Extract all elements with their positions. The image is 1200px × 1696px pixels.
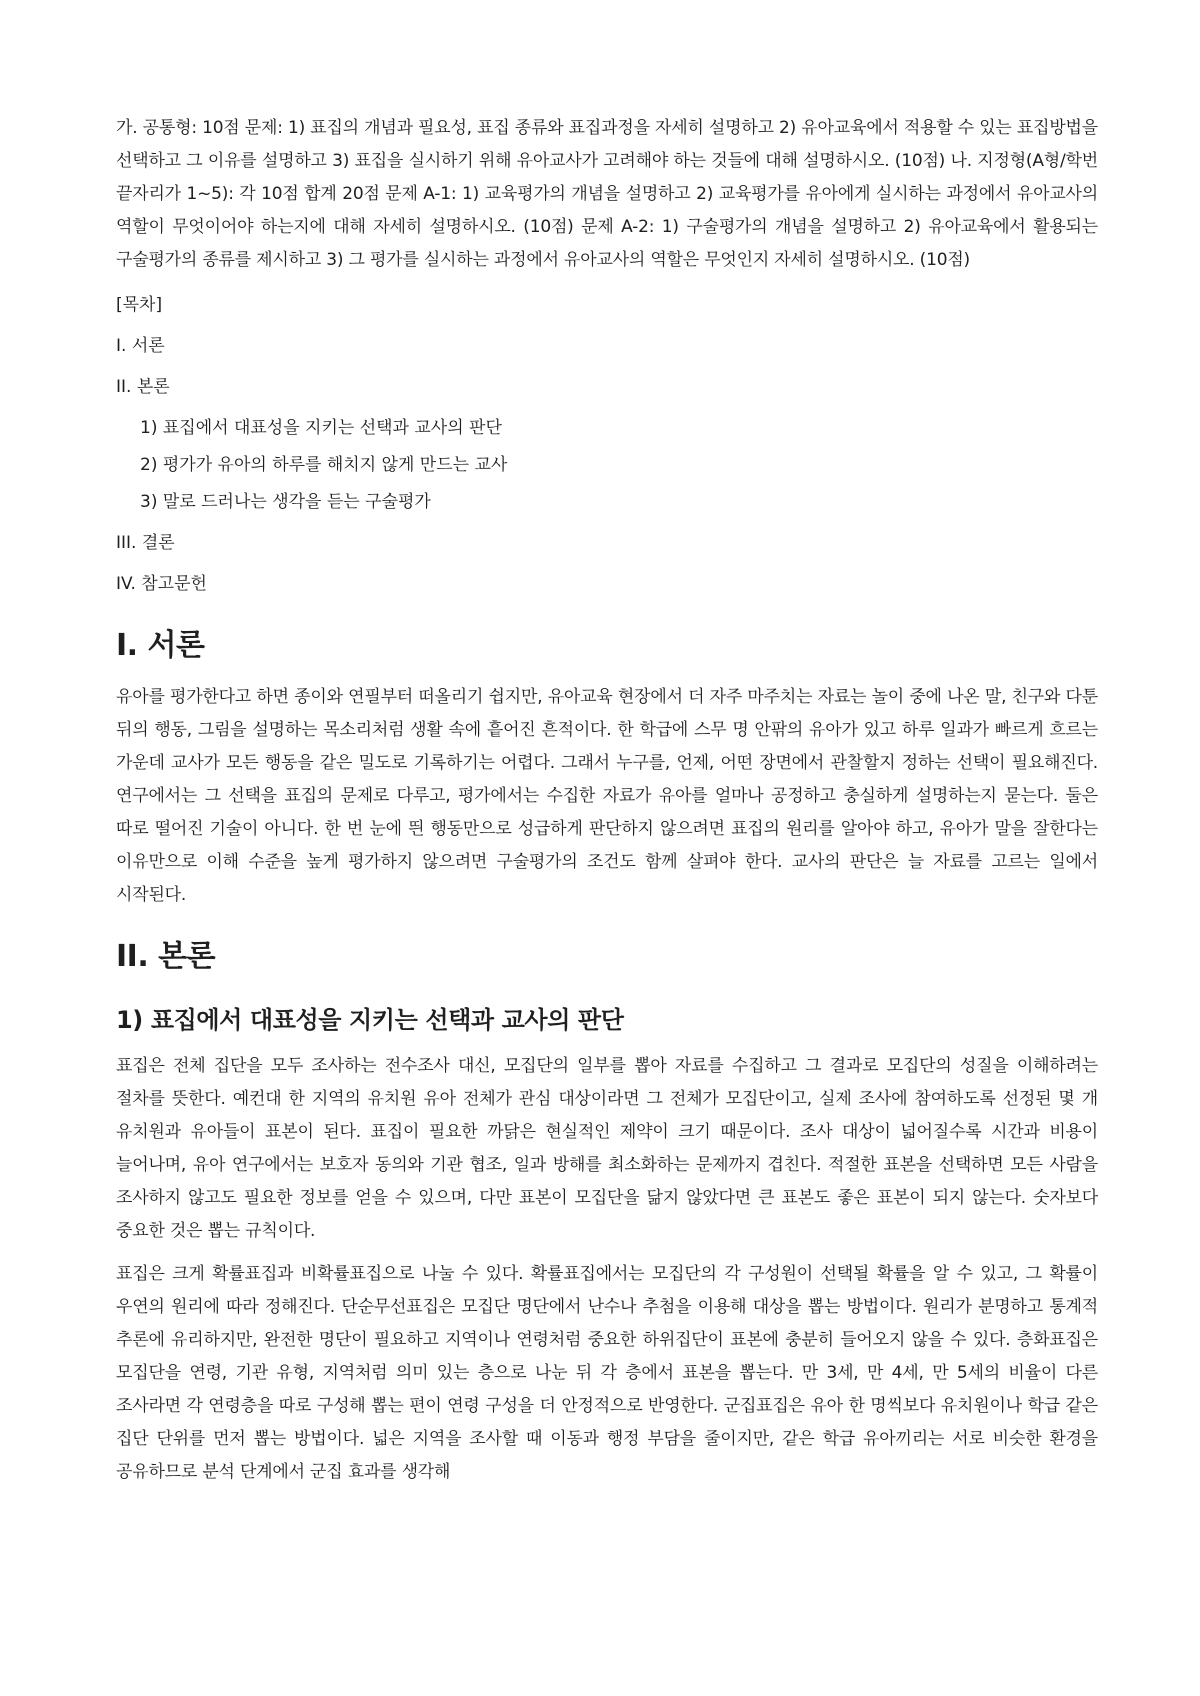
introduction-paragraph: 유아를 평가한다고 하면 종이와 연필부터 떠올리기 쉽지만, 유아교육 현장에서 더 자주 마주치는 자료는 놀이 중에 나온 말, 친구와 다툰 뒤의 행동, 그림을 설명하는 목소리처럼 생활 속에 흩어진 흔적이다. 한 학급에 스무 명 안팎의 유아가 있고 하루 일과가 빠르게 흐르는 가운데 교사가 모든 행동을 같은 밀도로 기록하기는 어렵다. 그래서 누구를, 언제, 어떤 장면에서 관찰할지 정하는 선택이 필요해진다. 연구에서는 그 선택을 표집의 문제로 다루고, 평가에서는 수집한 자료가 유아를 얼마나 공정하고 충실하게 설명하는지 묻는다. 둘은 따로 떨어진 기술이 아니다. 한 번 눈에 띈 행동만으로 성급하게 판단하지 않으려면 표집의 원리를 알아야 하고, 유아가 말을 잘한다는 이유만으로 이해 수준을 높게 평가하지 않으려면 구술평가의 조건도 함께 살펴야 한다. 교사의 판단은 늘 자료를 고르는 일에서 시작된다. xyxy=(116,687,1099,905)
toc-item: 2) 평가가 유아의 하루를 해치지 않게 만드는 교사 xyxy=(140,455,508,475)
toc-item: IV. 참고문헌 xyxy=(116,574,207,594)
toc-item: 1) 표집에서 대표성을 지키는 선택과 교사의 판단 xyxy=(140,418,502,438)
toc-heading: [목차] xyxy=(116,295,163,315)
body-paragraph: 표집은 크게 확률표집과 비확률표집으로 나눌 수 있다. 확률표집에서는 모집단의 각 구성원이 선택될 확률을 알 수 있고, 그 확률이 우연의 원리에 따라 정해진다. 단순무선표집은 모집단 명단에서 난수나 추첨을 이용해 대상을 뽑는 방법이다. 원리가 분명하고 통계적 추론에 유리하지만, 완전한 명단이 필요하고 지역이나 연령처럼 중요한 하위집단이 표본에 충분히 들어오지 않을 수 있다. 층화표집은 모집단을 연령, 기관 유형, 지역처럼 의미 있는 층으로 나눈 뒤 각 층에서 표본을 뽑는다. 만 3세, 만 4세, 만 5세의 비율이 다른 조사라면 각 연령층을 따로 구성해 뽑는 편이 연령 구성을 더 안정적으로 반영한다. 군집표집은 유아 한 명씩보다 유치원이나 학급 같은 집단 단위를 먼저 뽑는 방법이다. 넓은 지역을 조사할 때 이동과 행정 부담을 줄이지만, 같은 학급 유아끼리는 서로 비슷한 환경을 공유하므로 분석 단계에서 군집 효과를 생각해 xyxy=(116,1264,1098,1482)
assignment-paragraph: 가. 공통형: 10점 문제: 1) 표집의 개념과 필요성, 표집 종류와 표집과정을 자세히 설명하고 2) 유아교육에서 적용할 수 있는 표집방법을 선택하고 그 이유를 설명하고 3) 표집을 실시하기 위해 유아교사가 고려해야 하는 것들에 대해 설명하시오. (10점) 나. 지정형(A형/학번 끝자리가 1~5): 각 10점 합계 20점 문제 A-1: 1) 교육평가의 개념을 설명하고 2) 교육평가를 유아에게 실시하는 과정에서 유아교사의 역할이 무엇이어야 하는지에 대해 자세히 설명하시오. (10점) 문제 A-2: 1) 구술평가의 개념을 설명하고 2) 유아교육에서 활용되는 구술평가의 종류를 제시하고 3) 그 평가를 실시하는 과정에서 유아교사의 역할은 무엇인지 자세히 설명하시오. (10점) xyxy=(116,118,1098,270)
section-heading-body: II. 본론 xyxy=(116,939,216,974)
document-page xyxy=(116,112,1098,1499)
section-heading-introduction: I. 서론 xyxy=(116,628,205,663)
toc-item: 3) 말로 드러나는 생각을 듣는 구술평가 xyxy=(140,492,431,512)
body-paragraph: 표집은 전체 집단을 모두 조사하는 전수조사 대신, 모집단의 일부를 뽑아 자료를 수집하고 그 결과로 모집단의 성질을 이해하려는 절차를 뜻한다. 예컨대 한 지역의 유치원 유아 전체가 관심 대상이라면 그 전체가 모집단이고, 실제 조사에 참여하도록 선정된 몇 개 유치원과 유아들이 표본이 된다. 표집이 필요한 까닭은 현실적인 제약이 크기 때문이다. 조사 대상이 넓어질수록 시간과 비용이 늘어나며, 유아 연구에서는 보호자 동의와 기관 협조, 일과 방해를 최소화하는 문제까지 겹친다. 적절한 표본을 선택하면 모든 사람을 조사하지 않고도 필요한 정보를 얻을 수 있으며, 다만 표본이 모집단을 닮지 않았다면 큰 표본도 좋은 표본이 되지 않는다. 숫자보다 중요한 것은 뽑는 규칙이다. xyxy=(116,1056,1098,1241)
subsection-heading-sampling: 1) 표집에서 대표성을 지키는 선택과 교사의 판단 xyxy=(116,1006,624,1034)
toc-item: III. 결론 xyxy=(116,533,175,553)
toc-item: I. 서론 xyxy=(116,336,165,356)
toc-item: II. 본론 xyxy=(116,377,170,397)
table-of-contents xyxy=(116,330,1098,601)
